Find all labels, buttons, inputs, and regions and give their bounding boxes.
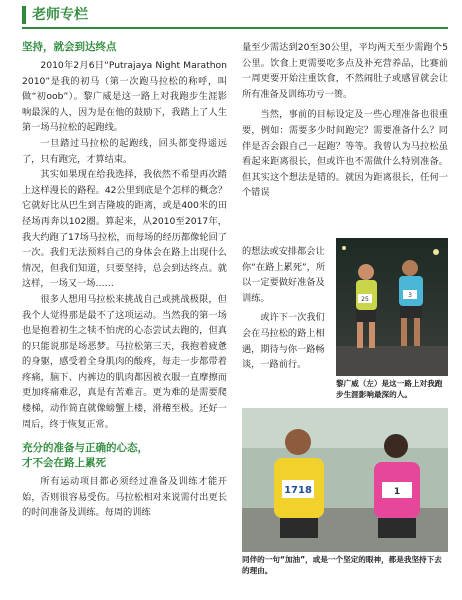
- section-title-2: [22, 441, 227, 471]
- paragraph: 所有运动项目都必须经过准备及训练才能开始，否则很容易受伤。马拉松相对来说需付出更长的时间准备及训练。每周的训练: [22, 476, 227, 519]
- paragraph: 其实如果现在给我选择，我依然不希望再次踏上这样漫长的路程。42公里到底是个怎样的概念？它就好比从巴生到吉隆坡的距离，或是400米的田径场再奔以102圈。算起来，从2010至2017年，我大约跑了17场马拉松，而每场的经历都像轮回了一次。我们无法预料自己的身体会在路上出现什么情况，但我们知道，只要坚持，总会到达终点。就这样，一场又一场……: [22, 169, 227, 290]
- left-column: [22, 40, 227, 521]
- runners-night-photo: [336, 238, 448, 376]
- section-title-2-line2: 才不会在路上累死: [22, 457, 106, 470]
- paragraph: 2010年2月6日“Putrajaya Night Marathon 2010”是我的初马（第一次跑马拉松的称呼，叫做“初oob”）。黎广威是这一路上对我跑步生涯影响最深的人，因为是在他的鼓励下，我踏上了人生第一场马拉松的起跑线。: [22, 60, 227, 134]
- bib-number: 3: [408, 292, 412, 299]
- paragraph: 很多人想用马拉松来挑战自己或挑战极限，但我个人觉得那是最不了这项运动。当然我的第一场也是抱着初生之犊不怕虎的心态尝试去跑的，但真的只能说那是场恶梦。马拉松第三天，我抱着疲惫的身躯，感受着全身肌肉的酸疼，每走一步都带着疼痛，脑下、内裤边的肌肉都因被衣服一直摩擦而更加疼痛难忍，真是有苦难言。更为难的是需要爬楼梯，动作简直就像螃蟹上楼，滑稽至极。还好一周后，终于恢复正常。: [22, 293, 227, 430]
- bib-number: 1718: [284, 485, 312, 496]
- section-title-2-line1: 充分的准备与正确的心态，: [22, 442, 148, 455]
- column-title: 老师专栏: [32, 7, 88, 23]
- section-title-1: 坚持，就会到达终点: [22, 41, 117, 53]
- photo-caption: 黎广威（左）是这一路上对我跑步生涯影响最深的人。: [336, 379, 443, 399]
- header-rule: [22, 27, 448, 29]
- photo-caption: 同伴的一句“加油”，或是一个坚定的眼神，都是我坚持下去的理由。: [242, 555, 442, 575]
- column-header: [0, 0, 462, 30]
- runners-day-photo: [242, 408, 448, 552]
- header-accent-bar: [22, 6, 26, 24]
- paragraph: 的想法或安排都会让你“在路上累死”，所以一定要做好准备及训练。: [242, 246, 326, 304]
- wrapped-text: [242, 244, 332, 373]
- bib-number: 1: [393, 487, 401, 497]
- paragraph: 量至少需达到20至30公里，平均两天至少需跑个5公里。饮食上更需要吃多点及补充营养品，比赛前一周更要开始注重饮食，不然闹肚子或感冒就会让所有准备及训练功亏一篑。: [242, 42, 448, 100]
- paragraph: 或许下一次我们会在马拉松的路上相遇，期待与你一路畅谈，一路前行。: [242, 312, 325, 371]
- right-column-top: [242, 40, 448, 201]
- bib-number: 25: [361, 296, 369, 303]
- paragraph: 当然，事前的目标设定及一些心理准备也很重要，例如：需要多少时间跑完？需要准备什么？同伴是否会跟自己一起跑？等等。我曾认为马拉松虽看起来距离很长，但或许也不需做什么特别准备。但其实这个想法是错的。就因为距离很长，任何一个错误: [242, 109, 448, 199]
- paragraph: 一旦踏过马拉松的起跑线，回头都变得遥远了，只有跑完，才算结束。: [22, 137, 227, 165]
